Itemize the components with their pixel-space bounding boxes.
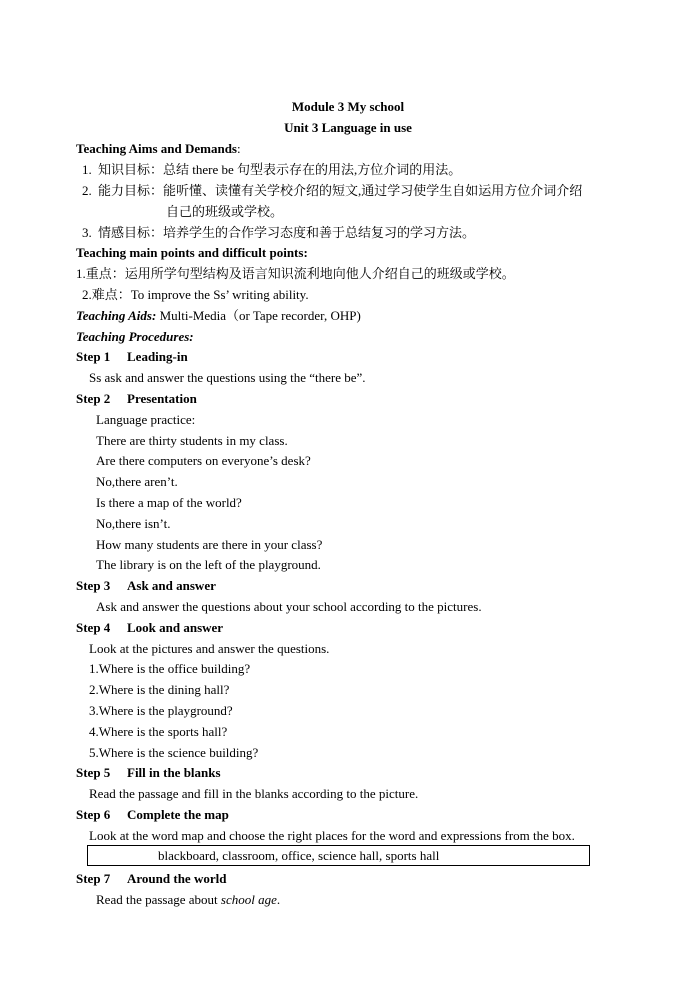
key-point: 1.重点：运用所学句型结构及语言知识流利地向他人介绍自己的班级或学校。 bbox=[76, 266, 515, 281]
step-line: Look at the pictures and answer the questions. bbox=[89, 641, 330, 656]
step-line-suffix: . bbox=[276, 892, 281, 907]
step-line: No,there aren’t. bbox=[96, 474, 178, 489]
step-line: 3.Where is the playground? bbox=[89, 703, 233, 718]
step-line: Read the passage and fill in the blanks according to the picture. bbox=[89, 786, 419, 801]
step-line bbox=[96, 890, 280, 911]
step-title: Fill in the blanks bbox=[127, 765, 221, 780]
aids-text: Multi-Media（or Tape recorder, OHP) bbox=[156, 308, 361, 323]
aim-text: 能力目标：能听懂、读懂有关学校介绍的短文,通过学习使学生自如运用方位介词介绍 bbox=[98, 183, 583, 198]
step-number: Step 4 bbox=[76, 620, 111, 635]
aims-heading-colon: : bbox=[236, 141, 241, 156]
aims-heading: Teaching Aims and Demands bbox=[76, 141, 237, 156]
step-line-italic: school age bbox=[220, 892, 277, 907]
procedures-heading: Teaching Procedures: bbox=[76, 329, 194, 344]
aims-heading-line bbox=[76, 139, 241, 160]
step-heading bbox=[76, 805, 229, 826]
step-line-prefix: Read the passage about bbox=[96, 892, 221, 907]
document-subtitle: Unit 3 Language in use bbox=[284, 120, 412, 135]
step-heading bbox=[76, 763, 221, 784]
step-heading bbox=[76, 618, 223, 639]
step-line: 2.Where is the dining hall? bbox=[89, 682, 230, 697]
step-line: Are there computers on everyone’s desk? bbox=[96, 453, 311, 468]
difficult-point: 2.难点：To improve the Ss’ writing ability. bbox=[82, 287, 309, 302]
step-number: Step 3 bbox=[76, 578, 111, 593]
document-title: Module 3 My school bbox=[291, 99, 405, 114]
step-line: Look at the word map and choose the right places for the word and expressions from the box. bbox=[89, 828, 575, 843]
aim-text-continuation: 自己的班级或学校。 bbox=[166, 204, 284, 219]
aim-text: 知识目标：总结 there be 句型表示存在的用法,方位介词的用法。 bbox=[98, 162, 462, 177]
aim-number: 3. bbox=[82, 225, 92, 240]
step-title: Look and answer bbox=[127, 620, 224, 635]
step-number: Step 1 bbox=[76, 349, 111, 364]
aim-number: 2. bbox=[82, 183, 92, 198]
step-title: Around the world bbox=[127, 871, 227, 886]
aim-item bbox=[82, 160, 461, 181]
step-title: Complete the map bbox=[127, 807, 229, 822]
aim-text: 情感目标：培养学生的合作学习态度和善于总结复习的学习方法。 bbox=[98, 225, 476, 240]
step-number: Step 7 bbox=[76, 871, 111, 886]
step-number: Step 2 bbox=[76, 391, 111, 406]
step-line: 5.Where is the science building? bbox=[89, 745, 259, 760]
step-number: Step 6 bbox=[76, 807, 111, 822]
step-title: Leading-in bbox=[127, 349, 188, 364]
step-line: Ss ask and answer the questions using the “there be”. bbox=[89, 370, 366, 385]
step-title: Ask and answer bbox=[127, 578, 216, 593]
points-heading: Teaching main points and difficult points: bbox=[76, 245, 308, 260]
aids-line bbox=[76, 306, 361, 327]
step-line: Is there a map of the world? bbox=[96, 495, 242, 510]
step-line: 1.Where is the office building? bbox=[89, 661, 251, 676]
step-heading bbox=[76, 389, 197, 410]
step-heading bbox=[76, 869, 226, 890]
word-box bbox=[87, 845, 590, 866]
aids-label: Teaching Aids: bbox=[76, 308, 157, 323]
aim-item bbox=[82, 181, 582, 202]
step-heading bbox=[76, 576, 216, 597]
step-heading bbox=[76, 347, 188, 368]
step-title: Presentation bbox=[127, 391, 197, 406]
step-line: 4.Where is the sports hall? bbox=[89, 724, 228, 739]
word-box-text: blackboard, classroom, office, science hall, sports hall bbox=[158, 848, 440, 863]
aim-number: 1. bbox=[82, 162, 92, 177]
step-number: Step 5 bbox=[76, 765, 111, 780]
step-line: How many students are there in your class? bbox=[96, 537, 323, 552]
step-line: Ask and answer the questions about your school according to the pictures. bbox=[96, 599, 482, 614]
step-line: No,there isn’t. bbox=[96, 516, 171, 531]
step-line: There are thirty students in my class. bbox=[96, 433, 288, 448]
step-line: The library is on the left of the playground. bbox=[96, 557, 321, 572]
step-line: Language practice: bbox=[96, 412, 196, 427]
aim-item bbox=[82, 223, 475, 244]
